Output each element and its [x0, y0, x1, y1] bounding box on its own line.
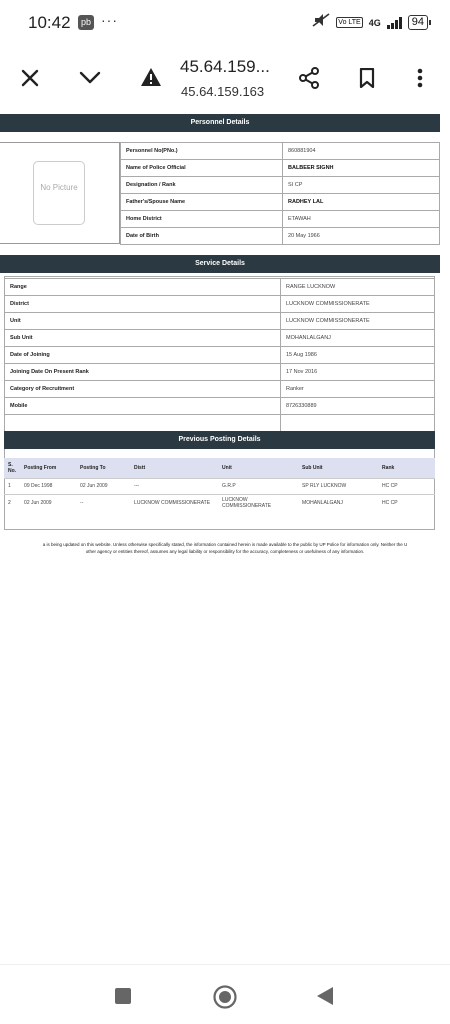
table-header-row	[4, 458, 435, 478]
table-row	[5, 330, 435, 347]
disclaimer-text	[0, 541, 450, 555]
table-row	[4, 478, 435, 494]
row-label: Date of Birth	[121, 228, 283, 245]
col-sub-unit: Sub Unit	[298, 458, 378, 478]
disclaimer-line-2: other agency or entities thereof, assumes any legal liability or responsibility for the accuracy, completeness or usefulness of any information.	[85, 549, 365, 554]
row-value: SI CP	[283, 177, 440, 194]
cell-sno: 2	[4, 494, 20, 511]
service-table	[4, 278, 435, 432]
cell-rank: HC CP	[378, 494, 435, 511]
row-value: 17 Nov 2016	[281, 364, 435, 381]
close-icon[interactable]	[18, 66, 42, 90]
cell-distt: LUCKNOW COMMISSIONERATE	[130, 494, 218, 511]
table-row	[121, 194, 440, 211]
table-row	[4, 494, 435, 511]
row-label: District	[5, 296, 281, 313]
row-value: LUCKNOW COMMISSIONERATE	[281, 313, 435, 330]
row-value: RANGE LUCKNOW	[281, 279, 435, 296]
row-value: MOHANLALGANJ	[281, 330, 435, 347]
col-posting-to: Posting To	[76, 458, 130, 478]
table-row	[121, 160, 440, 177]
signal-icon	[387, 17, 402, 29]
status-bar	[0, 0, 450, 46]
cell-sub-unit: SP RLY LUCKNOW	[298, 478, 378, 494]
row-label: Father's/Spouse Name	[121, 194, 283, 211]
battery-icon: 94	[408, 15, 428, 30]
personnel-table	[120, 142, 440, 245]
home-icon[interactable]	[211, 983, 239, 1011]
browser-toolbar	[0, 46, 450, 108]
row-label: Joining Date On Present Rank	[5, 364, 281, 381]
col-unit: Unit	[218, 458, 298, 478]
app-badge-icon: pb	[78, 15, 94, 30]
row-label: Name of Police Official	[121, 160, 283, 177]
table-row	[121, 228, 440, 245]
row-value: RADHEY LAL	[283, 194, 440, 211]
row-value: ETAWAH	[283, 211, 440, 228]
table-row	[121, 177, 440, 194]
mute-icon	[312, 13, 330, 32]
row-value: 15 Aug 1986	[281, 347, 435, 364]
row-label: Designation / Rank	[121, 177, 283, 194]
row-label-empty	[5, 415, 281, 432]
status-icons	[312, 13, 428, 32]
row-value-empty	[281, 415, 435, 432]
row-value: Ranker	[281, 381, 435, 398]
network-type: 4G	[368, 17, 381, 28]
previous-posting-header: Previous Posting Details	[4, 431, 435, 449]
table-row	[5, 398, 435, 415]
volte-icon: Vo LTE	[338, 19, 361, 26]
cell-unit: G.R.P	[218, 478, 298, 494]
row-value: 860881904	[283, 143, 440, 160]
android-nav-bar	[0, 964, 450, 1024]
table-row	[5, 415, 435, 432]
cell-sub-unit: MOHANLALGANJ	[298, 494, 378, 511]
row-value: LUCKNOW COMMISSIONERATE	[281, 296, 435, 313]
cell-sno: 1	[4, 478, 20, 494]
table-row	[5, 347, 435, 364]
row-value: 20 May 1966	[283, 228, 440, 245]
row-value: 8726330889	[281, 398, 435, 415]
status-time: 10:42	[28, 13, 71, 32]
cell-distt: ---	[130, 478, 218, 494]
disclaimer-line-1: a is being updated on this website. Unless otherwise specifically stated, the information contained herein is made available to the public by UP Police for information only. Neither the U	[42, 542, 408, 547]
web-page	[0, 112, 450, 962]
cell-posting-to: --	[76, 494, 130, 511]
cell-unit: LUCKNOW COMMISSIONERATE	[218, 494, 298, 511]
row-label: Sub Unit	[5, 330, 281, 347]
photo-box	[0, 142, 120, 244]
table-row	[5, 313, 435, 330]
row-value: BALBEER SIGNH	[283, 160, 440, 177]
col-posting-from: Posting From	[20, 458, 76, 478]
share-icon[interactable]	[296, 65, 322, 91]
cell-posting-from: 09 Dec 1998	[20, 478, 76, 494]
url-text[interactable]: 45.64.159.163	[181, 84, 265, 99]
cell-posting-from: 02 Jun 2009	[20, 494, 76, 511]
table-row	[5, 381, 435, 398]
cell-rank: HC CP	[378, 478, 435, 494]
row-label: Range	[5, 279, 281, 296]
table-row	[121, 143, 440, 160]
row-label: Unit	[5, 313, 281, 330]
col-sno: S. No.	[4, 458, 20, 478]
previous-posting-table	[4, 458, 435, 511]
more-vert-icon[interactable]	[410, 65, 430, 91]
table-row	[5, 364, 435, 381]
bookmark-icon[interactable]	[355, 65, 379, 91]
chevron-down-icon[interactable]	[78, 66, 102, 90]
service-header: Service Details	[0, 255, 440, 273]
back-icon[interactable]	[314, 985, 336, 1007]
page-title[interactable]: 45.64.159...	[180, 57, 270, 76]
no-picture-placeholder: No Picture	[33, 161, 85, 225]
recents-icon[interactable]	[112, 985, 134, 1007]
personnel-header: Personnel Details	[0, 114, 440, 132]
col-distt: Distt	[130, 458, 218, 478]
warning-icon[interactable]	[138, 65, 164, 89]
col-rank: Rank	[378, 458, 435, 478]
table-row	[5, 296, 435, 313]
table-row	[5, 279, 435, 296]
more-notifications-icon: ···	[101, 12, 118, 28]
row-label: Mobile	[5, 398, 281, 415]
row-label: Date of Joining	[5, 347, 281, 364]
table-row	[121, 211, 440, 228]
row-label: Personnel No(PNo.)	[121, 143, 283, 160]
cell-posting-to: 02 Jun 2009	[76, 478, 130, 494]
row-label: Home District	[121, 211, 283, 228]
row-label: Category of Recruitment	[5, 381, 281, 398]
